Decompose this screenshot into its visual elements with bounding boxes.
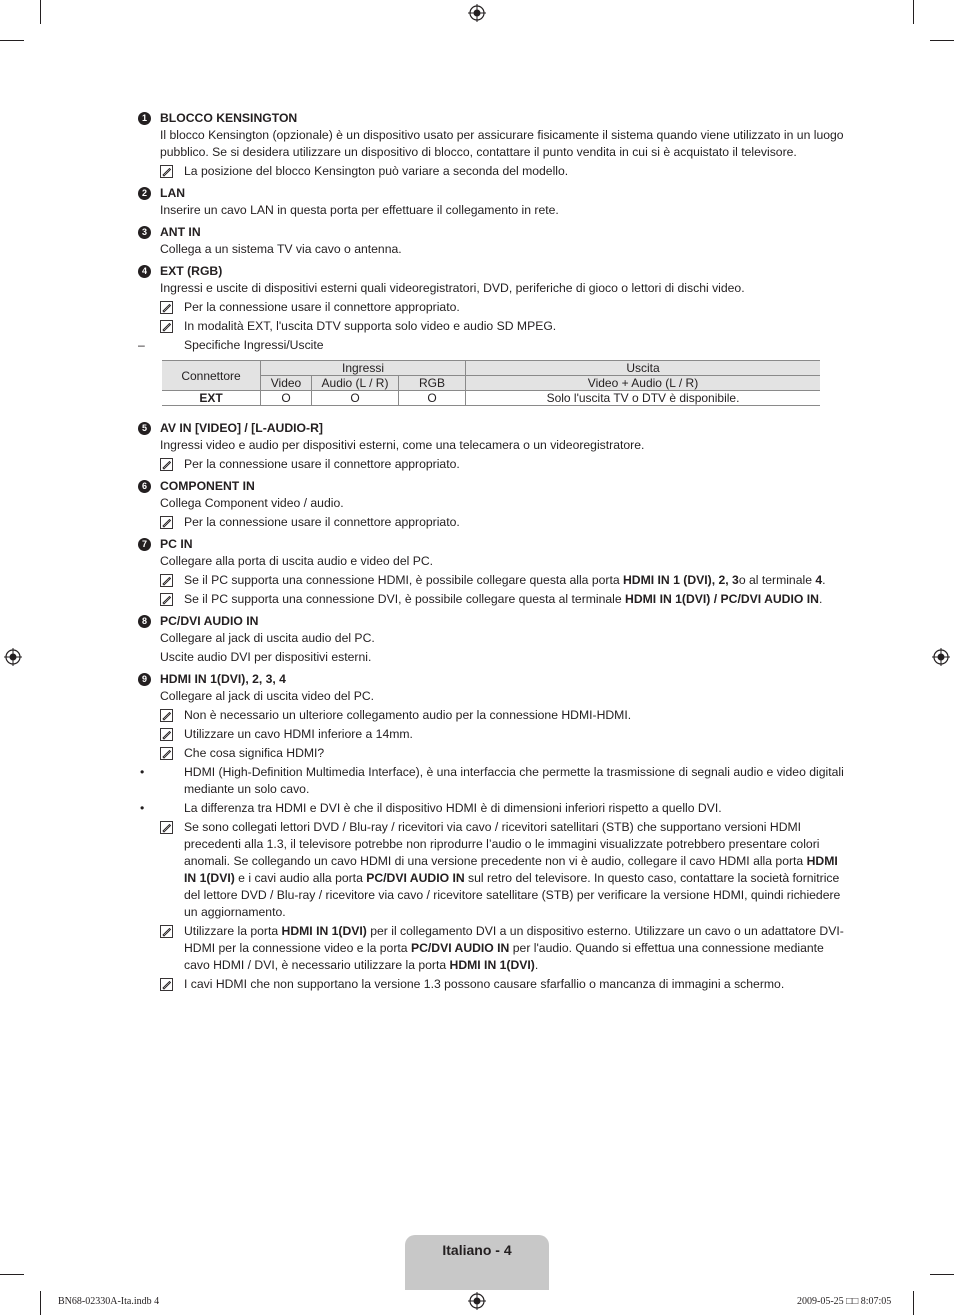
note-text: Utilizzare un cavo HDMI inferiore a 14mm. bbox=[184, 727, 413, 741]
section-body: Collegare al jack di uscita video del PC. bbox=[160, 689, 375, 703]
bullet-text: HDMI (High-Definition Multimedia Interface), è una interfaccia che permette la trasmissione di segnali audio e video digitali mediante un solo cavo. bbox=[184, 765, 844, 796]
section-number: 4 bbox=[138, 265, 151, 278]
section-number: 2 bbox=[138, 187, 151, 200]
page-content bbox=[138, 110, 844, 995]
registration-mark-icon bbox=[468, 4, 486, 22]
note bbox=[160, 923, 844, 974]
table-subheader-out: Video + Audio (L / R) bbox=[466, 376, 821, 391]
note bbox=[160, 976, 844, 993]
table-cell-video: O bbox=[261, 391, 312, 406]
note-text: Per la connessione usare il connettore appropriato. bbox=[184, 457, 460, 471]
note-text: Se sono collegati lettori DVD / Blu-ray / ricevitori via cavo / ricevitori satellitari (STB) che supportano versioni HDMI precedenti alla 1.3, il televisore potrebbe non riprodurre l’audio o le immagini visualizzate potrebbero presentare colori anomali. Se collegando un cavo HDMI di una versione precedente non vi è audio, collegare il cavo HDMI alla porta HDMI IN 1(DVI) e i cavi audio alla porta PC/DVI AUDIO IN sul retro del televisore. In questo caso, contattare la società fornitrice del lettore DVD / Blu-ray / ricevitore via cavo / ricevitore satellitare (STB) per verificare la versione HDMI, quindi richiedere un aggiornamento. bbox=[184, 820, 841, 919]
section-ext-rgb bbox=[138, 263, 844, 354]
section-title: EXT (RGB) bbox=[160, 264, 223, 278]
note bbox=[160, 591, 844, 608]
crop-mark bbox=[0, 1274, 24, 1275]
section-body: Inserire un cavo LAN in questa porta per effettuare il collegamento in rete. bbox=[160, 203, 559, 217]
note bbox=[160, 299, 844, 316]
note-pencil-icon bbox=[160, 821, 173, 834]
note bbox=[160, 745, 844, 762]
crop-mark bbox=[913, 0, 914, 24]
note-pencil-icon bbox=[160, 728, 173, 741]
section-title: COMPONENT IN bbox=[160, 479, 255, 493]
table-cell-audio: O bbox=[312, 391, 399, 406]
table-row bbox=[162, 391, 820, 406]
note-pencil-icon bbox=[160, 978, 173, 991]
section-body: Collega a un sistema TV via cavo o antenna. bbox=[160, 242, 402, 256]
registration-mark-icon bbox=[468, 1292, 486, 1310]
note-text: Che cosa significa HDMI? bbox=[184, 746, 325, 760]
section-component-in bbox=[138, 478, 844, 531]
section-body: Il blocco Kensington (opzionale) è un dispositivo usato per assicurare fisicamente il sistema quando viene utilizzato in un luogo pubblico. Se si desidera utilizzare un dispositivo di blocco, contattare il punto vendita in cui si è acquistato il televisore. bbox=[160, 128, 844, 159]
section-body: Ingressi e uscite di dispositivi esterni quali videoregistratori, DVD, periferiche di gioco o lettori di dischi video. bbox=[160, 281, 745, 295]
section-body: Collegare al jack di uscita audio del PC. bbox=[160, 631, 375, 645]
section-av-in bbox=[138, 420, 844, 473]
note-text: La posizione del blocco Kensington può variare a seconda del modello. bbox=[184, 164, 569, 178]
registration-mark-icon bbox=[4, 648, 22, 666]
crop-mark bbox=[40, 1291, 41, 1315]
crop-mark bbox=[40, 0, 41, 24]
note-pencil-icon bbox=[160, 709, 173, 722]
dash-item bbox=[138, 337, 844, 354]
section-hdmi-in bbox=[138, 671, 844, 993]
registration-mark-icon bbox=[932, 648, 950, 666]
section-title: AV IN [VIDEO] / [L-AUDIO-R] bbox=[160, 421, 323, 435]
note bbox=[160, 514, 844, 531]
crop-mark bbox=[0, 40, 24, 41]
table-subheader-video: Video bbox=[261, 376, 312, 391]
section-number: 3 bbox=[138, 226, 151, 239]
note-pencil-icon bbox=[160, 574, 173, 587]
section-kensington bbox=[138, 110, 844, 180]
note-pencil-icon bbox=[160, 516, 173, 529]
table-header-uscita: Uscita bbox=[466, 361, 821, 376]
section-lan bbox=[138, 185, 844, 219]
note bbox=[160, 726, 844, 743]
note-text: Se il PC supporta una connessione DVI, è possibile collegare questa al terminale HDMI IN 1(DVI) / PC/DVI AUDIO IN. bbox=[184, 592, 823, 606]
note-text: Utilizzare la porta HDMI IN 1(DVI) per il collegamento DVI a un dispositivo esterno. Utilizzare un cavo o un adattatore DVI-HDMI per la connessione video e la porta PC/DVI AUDIO IN per l'audio. Quando si effettua una connessione mediante cavo HDMI / DVI, è necessario utilizzare la porta HDMI IN 1(DVI). bbox=[184, 924, 844, 972]
print-slug-right: 2009-05-25 □□ 8:07:05 bbox=[797, 1296, 892, 1307]
section-title: PC/DVI AUDIO IN bbox=[160, 614, 259, 628]
section-number: 6 bbox=[138, 480, 151, 493]
table-cell-rgb: O bbox=[399, 391, 466, 406]
page-number: Italiano - 4 bbox=[442, 1242, 512, 1258]
section-number: 9 bbox=[138, 673, 151, 686]
note-text: In modalità EXT, l'uscita DTV supporta solo video e audio SD MPEG. bbox=[184, 319, 557, 333]
section-number: 8 bbox=[138, 615, 151, 628]
print-slug-left: BN68-02330A-Ita.indb 4 bbox=[58, 1296, 160, 1307]
note-text: I cavi HDMI che non supportano la versione 1.3 possono causare sfarfallio o mancanza di immagini a schermo. bbox=[184, 977, 785, 991]
table-header-connettore: Connettore bbox=[162, 361, 261, 391]
table-subheader-audio: Audio (L / R) bbox=[312, 376, 399, 391]
section-title: HDMI IN 1(DVI), 2, 3, 4 bbox=[160, 672, 286, 686]
note bbox=[160, 572, 844, 589]
note-pencil-icon bbox=[160, 593, 173, 606]
note-text: Non è necessario un ulteriore collegamento audio per la connessione HDMI-HDMI. bbox=[184, 708, 632, 722]
note bbox=[160, 819, 844, 921]
section-title: PC IN bbox=[160, 537, 193, 551]
section-body: Uscite audio DVI per dispositivi esterni. bbox=[160, 650, 372, 664]
dash-text: Specifiche Ingressi/Uscite bbox=[184, 338, 324, 352]
table-cell-connettore: EXT bbox=[162, 391, 261, 406]
note bbox=[160, 163, 844, 180]
note-text: Per la connessione usare il connettore appropriato. bbox=[184, 515, 460, 529]
table-cell-out: Solo l'uscita TV o DTV è disponibile. bbox=[466, 391, 821, 406]
section-body: Collega Component video / audio. bbox=[160, 496, 344, 510]
note-text: Per la connessione usare il connettore appropriato. bbox=[184, 300, 460, 314]
bullet-text: La differenza tra HDMI e DVI è che il dispositivo HDMI è di dimensioni inferiori rispetto a quello DVI. bbox=[184, 801, 722, 815]
bullet-marker: • bbox=[140, 801, 145, 815]
crop-mark bbox=[930, 40, 954, 41]
table-subheader-rgb: RGB bbox=[399, 376, 466, 391]
note-pencil-icon bbox=[160, 301, 173, 314]
section-pc-in bbox=[138, 536, 844, 608]
note-pencil-icon bbox=[160, 747, 173, 760]
crop-mark bbox=[913, 1291, 914, 1315]
note-pencil-icon bbox=[160, 165, 173, 178]
section-number: 7 bbox=[138, 538, 151, 551]
section-title: ANT IN bbox=[160, 225, 201, 239]
note-pencil-icon bbox=[160, 925, 173, 938]
crop-mark bbox=[930, 1274, 954, 1275]
dash-marker: – bbox=[138, 338, 145, 352]
section-number: 1 bbox=[138, 112, 151, 125]
bullet-item bbox=[140, 764, 844, 798]
section-number: 5 bbox=[138, 422, 151, 435]
section-title: BLOCCO KENSINGTON bbox=[160, 111, 298, 125]
note bbox=[160, 456, 844, 473]
bullet-item bbox=[140, 800, 844, 817]
note-pencil-icon bbox=[160, 458, 173, 471]
note bbox=[160, 318, 844, 335]
section-body: Ingressi video e audio per dispositivi esterni, come una telecamera o un videoregistratore. bbox=[160, 438, 645, 452]
io-spec-table bbox=[162, 360, 820, 406]
section-ant-in bbox=[138, 224, 844, 258]
bullet-marker: • bbox=[140, 765, 145, 779]
note-pencil-icon bbox=[160, 320, 173, 333]
note-text: Se il PC supporta una connessione HDMI, è possibile collegare questa alla porta HDMI IN 1 (DVI), 2, 3o al terminale 4. bbox=[184, 573, 826, 587]
section-title: LAN bbox=[160, 186, 186, 200]
note bbox=[160, 707, 844, 724]
table-header-ingressi: Ingressi bbox=[261, 361, 466, 376]
section-body: Collegare alla porta di uscita audio e video del PC. bbox=[160, 554, 434, 568]
section-pc-dvi-audio-in bbox=[138, 613, 844, 666]
